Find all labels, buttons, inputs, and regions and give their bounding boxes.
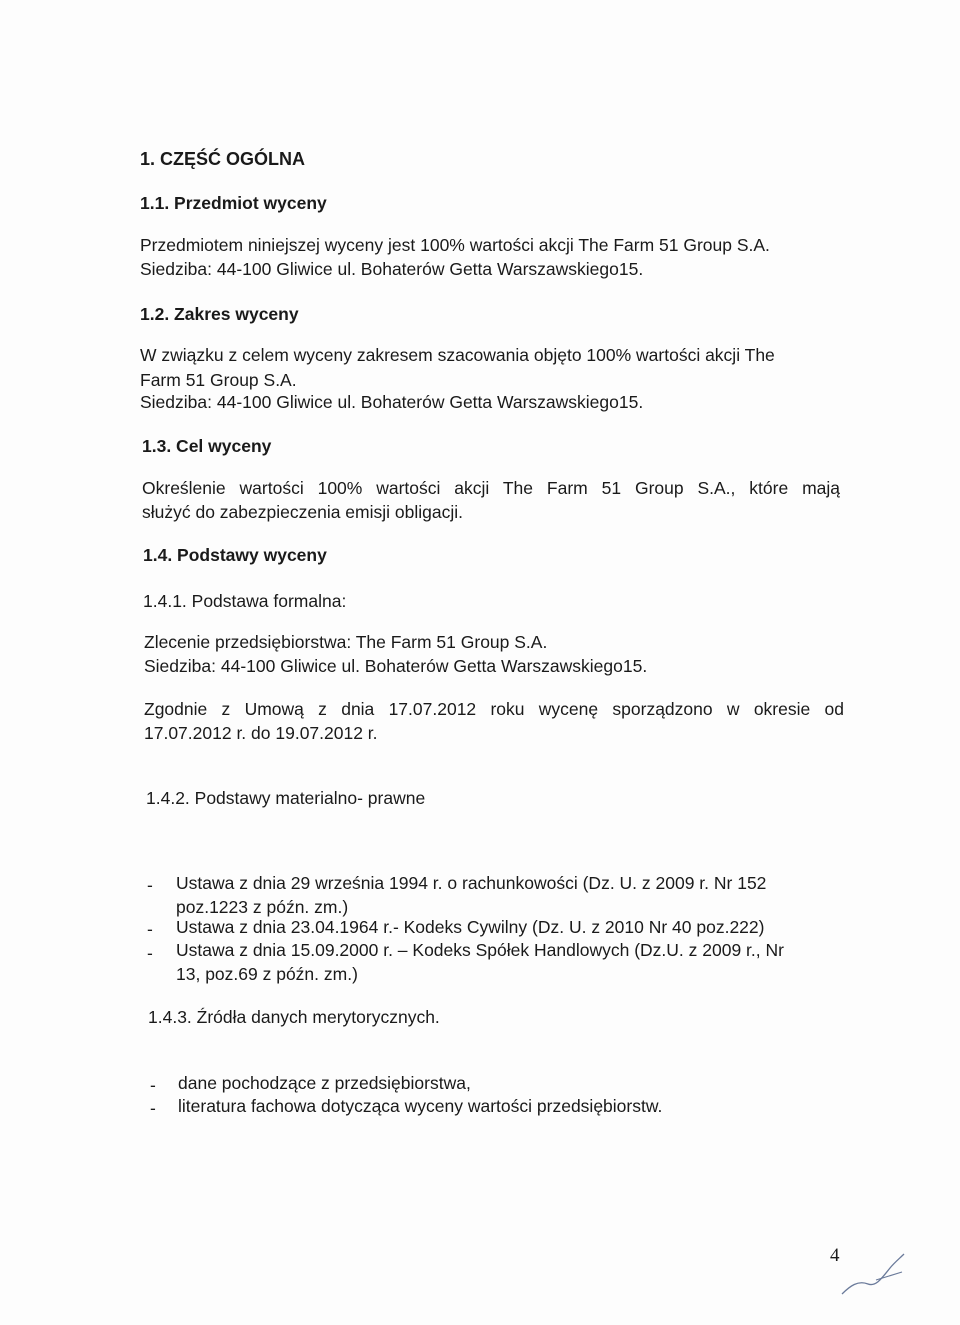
section-heading-1-3: 1.3. Cel wyceny [142,436,272,456]
paragraph-line: służyć do zabezpieczenia emisji obligacji. [142,502,463,522]
page-number: 4 [830,1245,840,1266]
list-bullet: - [147,943,153,963]
paragraph-line: Zgodnie z Umową z dnia 17.07.2012 roku wycenę sporządzono w okresie od [144,699,844,719]
section-heading-1-1: 1.1. Przedmiot wyceny [140,193,327,213]
list-item: Ustawa z dnia 23.04.1964 r.- Kodeks Cywilny (Dz. U. z 2010 Nr 40 poz.222) [176,917,765,937]
list-bullet: - [147,919,153,939]
list-item: Ustawa z dnia 29 września 1994 r. o rachunkowości (Dz. U. z 2009 r. Nr 152 [176,873,767,893]
list-item: literatura fachowa dotycząca wyceny wartości przedsiębiorstw. [178,1096,663,1116]
paragraph-line: W związku z celem wyceny zakresem szacowania objęto 100% wartości akcji The [140,345,775,365]
paragraph-line: 17.07.2012 r. do 19.07.2012 r. [144,723,378,743]
list-item: Ustawa z dnia 15.09.2000 r. – Kodeks Spółek Handlowych (Dz.U. z 2009 r., Nr [176,940,784,960]
list-bullet: - [150,1098,156,1118]
list-bullet: - [147,875,153,895]
list-item: dane pochodzące z przedsiębiorstwa, [178,1073,471,1093]
paragraph-line: Farm 51 Group S.A. [140,370,297,390]
paragraph-line: Określenie wartości 100% wartości akcji The Farm 51 Group S.A., które mają [142,478,840,498]
list-item: 13, poz.69 z późn. zm.) [176,964,358,984]
paragraph-line: Siedziba: 44-100 Gliwice ul. Bohaterów Getta Warszawskiego15. [140,392,644,412]
list-bullet: - [150,1075,156,1095]
subsection-heading-1-4-3: 1.4.3. Źródła danych merytorycznych. [148,1007,440,1027]
paragraph-line: Siedziba: 44-100 Gliwice ul. Bohaterów Getta Warszawskiego15. [144,656,648,676]
paragraph-line: Zlecenie przedsiębiorstwa: The Farm 51 Group S.A. [144,632,548,652]
subsection-heading-1-4-2: 1.4.2. Podstawy materialno- prawne [146,788,426,808]
initials-signature-icon [838,1250,908,1300]
section-heading-1-4: 1.4. Podstawy wyceny [143,545,327,565]
subsection-heading-1-4-1: 1.4.1. Podstawa formalna: [143,591,347,611]
section-heading-1: 1. CZĘŚĆ OGÓLNA [140,149,306,169]
section-heading-1-2: 1.2. Zakres wyceny [140,304,299,324]
paragraph-line: Siedziba: 44-100 Gliwice ul. Bohaterów Getta Warszawskiego15. [140,259,644,279]
list-item: poz.1223 z późn. zm.) [176,897,349,917]
paragraph-line: Przedmiotem niniejszej wyceny jest 100% wartości akcji The Farm 51 Group S.A. [140,235,770,255]
